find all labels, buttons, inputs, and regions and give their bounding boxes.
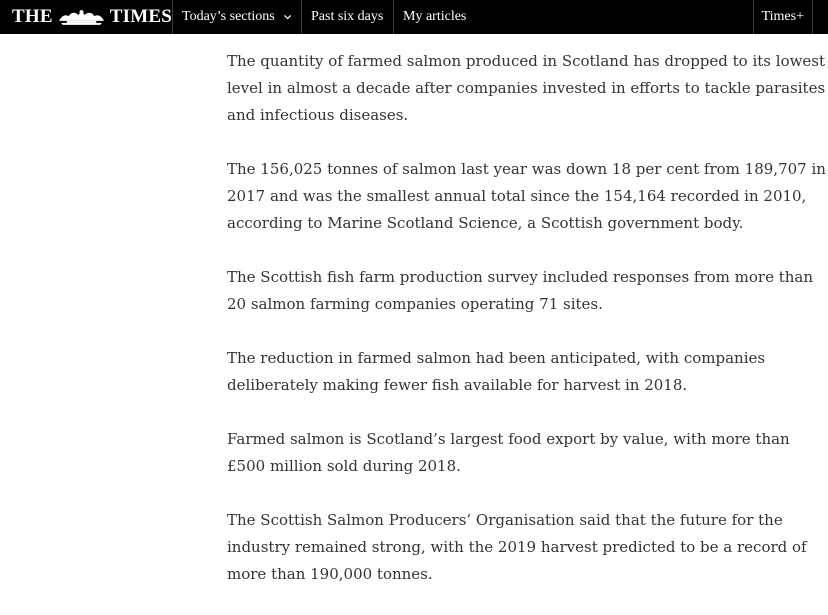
logo-text-the: THE [12,6,53,27]
nav-my-articles[interactable] [393,0,468,34]
article-paragraph: The 156,025 tonnes of salmon last year was down 18 per cent from 189,707 in 2017 and was the smallest annual total since the 154,164 recorded in 2010, according to Marine Scotland Science, a Scottish government body. [227,160,826,232]
nav-my-articles-label: My articles [403,9,467,24]
nav-todays-sections[interactable] [172,0,301,34]
crest-icon [57,7,106,27]
nav-todays-sections-label: Today’s sections [182,9,275,24]
chevron-down-icon [283,11,292,23]
nav-past-six-days-label: Past six days [311,9,384,24]
top-nav-bar [0,0,828,34]
nav-times-plus[interactable] [753,0,813,34]
nav-past-six-days[interactable] [301,0,393,34]
nav-times-plus-label: Times+ [761,9,804,24]
article-paragraph: The reduction in farmed salmon had been anticipated, with companies deliberately making fewer fish available for harvest in 2018. [227,349,766,394]
article-paragraph: The Scottish fish farm production survey included responses from more than 20 salmon farming companies operating 71 sites. [227,268,814,313]
site-logo[interactable] [0,0,172,34]
article-paragraph: The Scottish Salmon Producers’ Organisation said that the future for the industry remained strong, with the 2019 harvest predicted to be a record of more than 190,000 tonnes. [227,511,807,583]
article-body [227,48,827,615]
article-paragraph: Farmed salmon is Scotland’s largest food export by value, with more than £500 million sold during 2018. [227,430,790,475]
logo-text-times: TIMES [109,6,172,27]
article-paragraph: The quantity of farmed salmon produced in Scotland has dropped to its lowest level in almost a decade after companies invested in efforts to tackle parasites and infectious diseases. [227,52,826,124]
